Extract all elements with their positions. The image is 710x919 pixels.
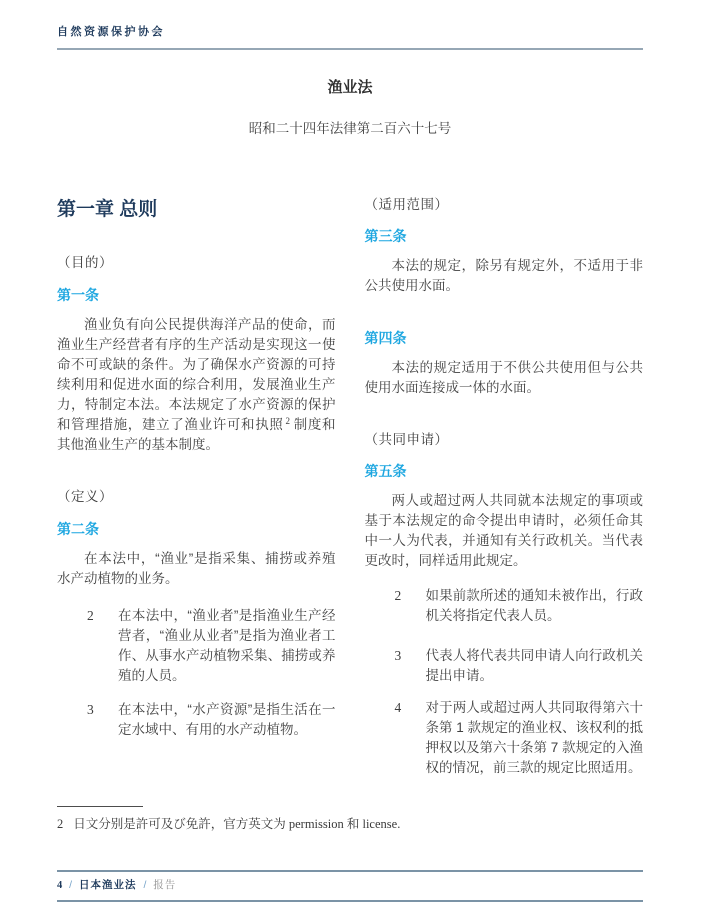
section-label-joint-application: （共同申请） bbox=[364, 432, 449, 447]
article-5-item-4 bbox=[365, 698, 644, 778]
article-5-text: 两人或超过两人共同就本法规定的事项或基于本法规定的命令提出申请时，必须任命其中一人为代表，并通知有关行政机关。当代表更改时，同样适用此规定。 bbox=[364, 493, 643, 568]
article-2-item-3 bbox=[57, 700, 336, 740]
footnote-number: 2 bbox=[57, 817, 64, 831]
footer-separator: / bbox=[143, 879, 147, 891]
article-2-heading: 第二条 bbox=[57, 521, 99, 537]
item-text: 对于两人或超过两人共同取得第六十条第 1 款规定的渔业权、该权利的抵押权以及第六十条第 7 款规定的入渔权的情况，前三款的规定比照适用。 bbox=[425, 700, 644, 775]
footnote-text bbox=[57, 816, 643, 833]
footnote-body: 日文分别是許可及び免許，官方英文为 permission 和 license. bbox=[73, 817, 401, 831]
item-number: 3 bbox=[394, 648, 402, 663]
article-2-paragraph-1: 在本法中，“渔业”是指采集、捕捞或养殖水产动植物的业务。 bbox=[57, 551, 336, 586]
page-header bbox=[57, 25, 643, 50]
footer-report-label: 报告 bbox=[153, 879, 177, 891]
chapter-heading: 第一章 总则 bbox=[57, 199, 158, 220]
article-5-heading: 第五条 bbox=[364, 463, 407, 479]
section-label-definition: （定义） bbox=[57, 489, 113, 504]
page-number: 4 bbox=[57, 880, 63, 891]
doc-subtitle: 昭和二十四年法律第二百六十七号 bbox=[248, 121, 452, 136]
header-rule bbox=[57, 48, 643, 50]
article-4-heading: 第四条 bbox=[364, 330, 407, 346]
left-column bbox=[57, 191, 336, 778]
item-text: 在本法中，“渔业者”是指渔业生产经营者，“渔业从业者”是指为渔业者工作、从事水产动植物采集、捕捞或养殖的人员。 bbox=[118, 608, 336, 683]
article-2-item-2 bbox=[57, 606, 336, 686]
section-label-purpose: （目的） bbox=[57, 255, 113, 270]
article-3-heading: 第三条 bbox=[364, 228, 407, 244]
org-name: 自然资源保护协会 bbox=[57, 26, 165, 38]
item-text: 在本法中，“水产资源”是指生活在一定水域中、有用的水产动植物。 bbox=[118, 702, 336, 737]
item-number: 4 bbox=[394, 700, 402, 715]
item-number: 2 bbox=[87, 608, 94, 623]
footer-separator: / bbox=[69, 879, 73, 891]
item-text: 代表人将代表共同申请人向行政机关提出申请。 bbox=[425, 648, 643, 683]
footer-doc-name: 日本渔业法 bbox=[79, 879, 137, 891]
section-label-scope: （适用范围） bbox=[364, 197, 449, 212]
doc-title: 渔业法 bbox=[327, 79, 373, 96]
article-5-item-3 bbox=[365, 646, 644, 686]
item-number: 2 bbox=[394, 588, 402, 603]
right-column bbox=[365, 191, 644, 778]
article-1-text-part2: 制度和其他渔业生产的基本制度。 bbox=[57, 417, 336, 452]
page-footer bbox=[57, 870, 643, 902]
footnote-ref-2: 2 bbox=[285, 416, 291, 426]
footnote-rule bbox=[57, 806, 143, 807]
item-number: 3 bbox=[87, 702, 94, 717]
article-5-item-2 bbox=[365, 586, 644, 626]
article-4-text: 本法的规定适用于不供公共使用但与公共使用水面连接成一体的水面。 bbox=[364, 360, 643, 395]
article-3-text: 本法的规定，除另有规定外，不适用于非公共使用水面。 bbox=[364, 258, 643, 293]
two-column-body bbox=[57, 191, 643, 778]
footnote-block bbox=[57, 806, 643, 833]
article-1-text-part1: 渔业负有向公民提供海洋产品的使命，而渔业生产经营者有序的生产活动是实现这一使命不可或缺的条件。为了确保水产资源的可持续利用和促进水面的综合利用，发展渔业生产力，特制定本法。本法规定了水产资源的保护和管理措施，建立了渔业许可和执照 bbox=[57, 317, 336, 432]
article-1-text bbox=[57, 315, 336, 455]
article-1-heading: 第一条 bbox=[57, 287, 99, 303]
item-text: 如果前款所述的通知未被作出，行政机关将指定代表人员。 bbox=[425, 588, 643, 623]
